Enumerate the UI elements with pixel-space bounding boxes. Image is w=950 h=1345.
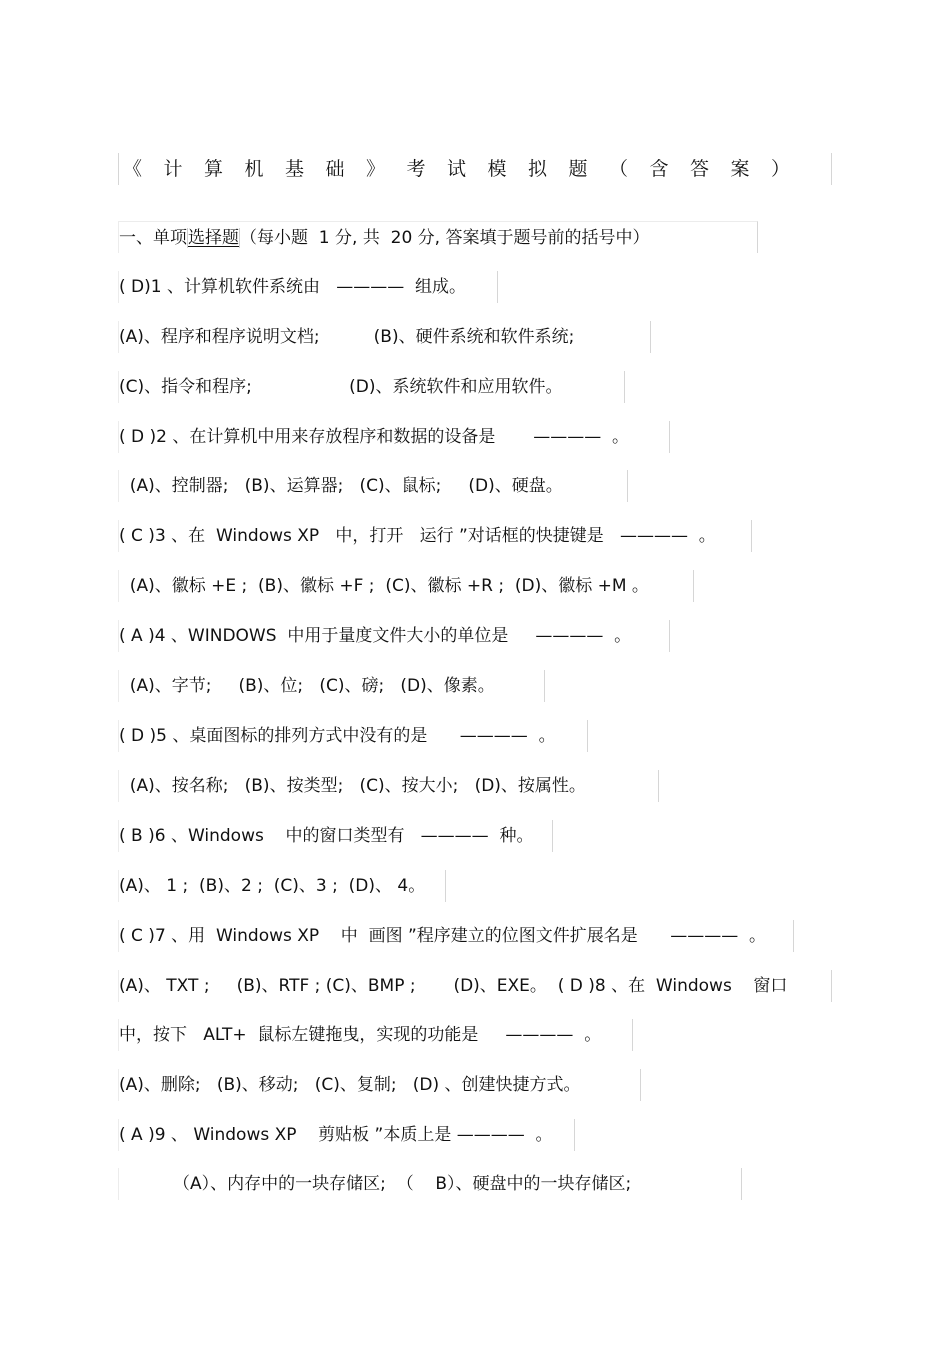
question-5-options: (A)、按名称; (B)、按类型; (C)、按大小; (D)、按属性。 [118, 770, 659, 802]
question-9: ( A )9 、 Windows XP 剪贴板 ”本质上是 ———— 。 [118, 1119, 575, 1151]
question-4-options: (A)、字节; (B)、位; (C)、磅; (D)、像素。 [118, 670, 545, 702]
question-1-options-cd: (C)、指令和程序; (D)、系统软件和应用软件。 [118, 371, 625, 403]
question-8-continued: 中，按下 ALT+ 鼠标左键拖曳，实现的功能是 ———— 。 [118, 1019, 633, 1051]
section-heading [118, 221, 758, 253]
question-1-options-ab: (A)、程序和程序说明文档; (B)、硬件系统和软件系统; [118, 321, 651, 353]
question-2-options: (A)、控制器; (B)、运算器; (C)、鼠标; (D)、硬盘。 [118, 470, 628, 502]
question-7-options-and-question-8: (A)、 TXT ; (B)、RTF ; (C)、BMP ; (D)、EXE。 ( D )8 、在 Windows 窗口 [118, 970, 832, 1002]
question-6-options: (A)、 1 ; (B)、2 ; (C)、3 ; (D)、 4。 [118, 870, 446, 902]
question-6: ( B )6 、Windows 中的窗口类型有 ———— 种。 [118, 820, 553, 852]
question-8-options: (A)、删除; (B)、移动; (C)、复制; (D) 、创建快捷方式。 [118, 1069, 641, 1101]
question-9-options: （A）、内存中的一块存储区; （ B）、硬盘中的一块存储区; [118, 1168, 742, 1200]
question-3: ( C )3 、在 Windows XP 中，打开 运行 ”对话框的快捷键是 ———— 。 [118, 520, 752, 552]
section-suffix: （每小题 1 分, 共 20 分, 答案填于题号前的括号中） [240, 228, 650, 248]
question-5: ( D )5 、桌面图标的排列方式中没有的是 ———— 。 [118, 720, 588, 752]
question-2: ( D )2 、在计算机中用来存放程序和数据的设备是 ———— 。 [118, 421, 670, 453]
question-3-options: (A)、徽标 +E ; (B)、徽标 +F ; (C)、徽标 +R ; (D)、徽标 +M 。 [118, 570, 694, 602]
section-underlined-text: 选择题 [188, 228, 239, 248]
question-1: ( D)1 、计算机软件系统由 ———— 组成。 [118, 271, 498, 303]
question-7: ( C )7 、用 Windows XP 中 画图 ”程序建立的位图文件扩展名是 ———— 。 [118, 920, 794, 952]
question-4: ( A )4 、WINDOWS 中用于量度文件大小的单位是 ———— 。 [118, 620, 670, 652]
section-prefix: 一、单项 [119, 228, 187, 248]
document-title: 《计算机基础》考试模拟题（含答案） [118, 153, 832, 185]
